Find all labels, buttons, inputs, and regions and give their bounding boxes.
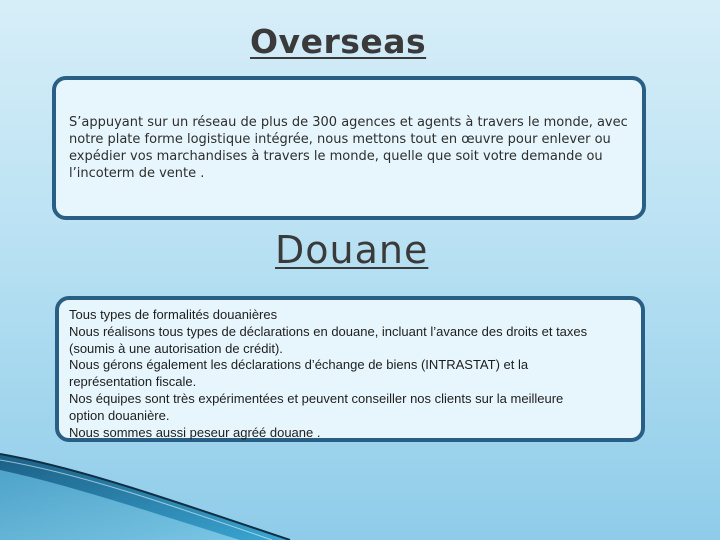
douane-line: Nous réalisons tous types de déclarations en douane, incluant l’avance des droits et taxes [69,323,588,339]
douane-line: Nos équipes sont très expérimentées et peuvent conseiller nos clients sur la meilleure [69,390,564,406]
douane-title: Douane [275,228,429,272]
douane-line: (soumis à une autorisation de crédit). [69,340,283,356]
overseas-title: Overseas [250,22,427,61]
douane-line: Nous sommes aussi peseur agréé douane . [69,424,321,440]
douane-paragraph [69,307,629,441]
corner-wave-decoration [0,440,300,540]
douane-line: représentation fiscale. [69,374,197,390]
douane-line: option douanière. [69,407,170,423]
douane-line: Nous gérons également les déclarations d’échange de biens (INTRASTAT) et la [69,357,529,373]
douane-text-box [55,296,645,442]
overseas-paragraph: S’appuyant sur un réseau de plus de 300 agences et agents à travers le monde, avec notre plate forme logistique intégrée, nous mettons tout en œuvre pour enlever ou expédier vos marchandises à travers le monde, quelle que soit votre demande ou l’incoterm de vente . [69,115,628,181]
overseas-text-box [52,76,646,220]
douane-line: Tous types de formalités douanières [69,307,278,322]
